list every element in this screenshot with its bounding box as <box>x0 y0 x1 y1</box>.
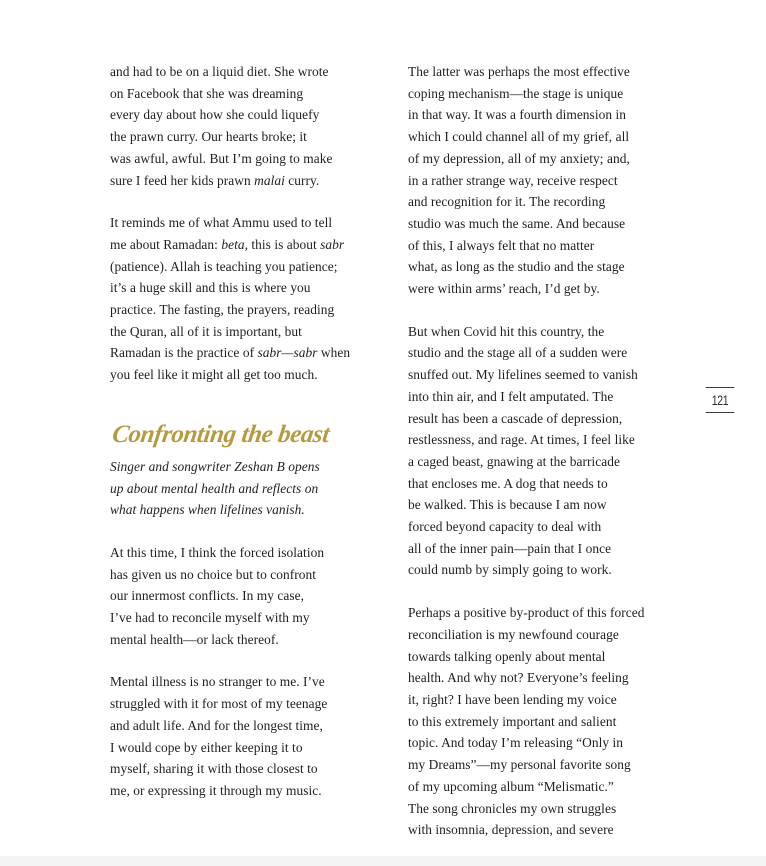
text-line: reconciliation is my newfound courage <box>408 626 619 642</box>
italic-word: beta, <box>221 236 248 252</box>
paragraph-isolation <box>110 542 372 651</box>
text-line: what, as long as the studio and the stage <box>408 259 625 275</box>
text-line: and adult life. And for the longest time, <box>110 717 323 733</box>
text-line: and recognition for it. The recording <box>408 194 606 210</box>
text-line: every day about how she could liquefy <box>110 107 320 123</box>
text-line: myself, sharing it with those closest to <box>110 761 318 777</box>
article-intro <box>110 456 372 521</box>
section-heading: Confronting the beast <box>110 420 332 448</box>
text-line: studio was much the same. And because <box>408 215 626 231</box>
text-line: our innermost conflicts. In my case, <box>110 588 305 604</box>
text-line: to this extremely important and salient <box>408 713 617 729</box>
text-run: me about Ramadan: <box>110 236 222 252</box>
paragraph-liquid-diet <box>110 61 372 191</box>
text-line: Singer and songwriter Zeshan B opens <box>110 458 320 474</box>
text-line: into thin air, and I felt amputated. The <box>408 388 614 404</box>
page-bottom-edge <box>0 856 766 866</box>
text-run: when <box>317 345 351 361</box>
text-line: I’ve had to reconcile myself with my <box>110 610 310 626</box>
paragraph-ramadan <box>110 212 372 386</box>
text-run: curry. <box>284 172 320 188</box>
text-line: could numb by simply going to work. <box>408 562 612 578</box>
text-line: in a rather strange way, receive respect <box>408 172 618 188</box>
right-column <box>408 61 678 862</box>
text-line: The song chronicles my own struggles <box>408 800 617 816</box>
italic-word: malai <box>254 172 285 188</box>
text-line: my Dreams”—my personal favorite song <box>408 757 631 773</box>
text-line: it’s a huge skill and this is where you <box>110 280 311 296</box>
text-line: the Quran, all of it is important, but <box>110 323 302 339</box>
paragraph-courage <box>408 602 678 841</box>
text-line: has given us no choice but to confront <box>110 566 317 582</box>
text-line: Perhaps a positive by-product of this forced <box>408 605 645 621</box>
text-line: the prawn curry. Our hearts broke; it <box>110 129 307 145</box>
paragraph-covid <box>408 321 678 581</box>
text-line: that encloses me. A dog that needs to <box>408 475 608 491</box>
text-line: I would cope by either keeping it to <box>110 739 303 755</box>
text-line: all of the inner pain—pain that I once <box>408 540 612 556</box>
text-line: It reminds me of what Ammu used to tell <box>110 215 333 231</box>
paragraph-mental-illness <box>110 671 372 801</box>
text-line: coping mechanism—the stage is unique <box>408 85 624 101</box>
text-line: studio and the stage all of a sudden were <box>408 345 628 361</box>
text-line: on Facebook that she was dreaming <box>110 85 304 101</box>
left-column <box>110 61 372 823</box>
italic-word: sabr <box>320 236 345 252</box>
text-line: was awful, awful. But I’m going to make <box>110 150 333 166</box>
text-run: this is about <box>248 236 321 252</box>
text-line <box>110 170 372 192</box>
italic-word: sabr—sabr <box>257 345 318 361</box>
text-line: a caged beast, gnawing at the barricade <box>408 453 621 469</box>
text-line: and had to be on a liquid diet. She wrote <box>110 64 329 79</box>
text-line: with insomnia, depression, and severe <box>408 822 614 838</box>
text-line <box>110 342 372 364</box>
text-line: But when Covid hit this country, the <box>408 323 605 339</box>
text-line: towards talking openly about mental <box>408 648 606 664</box>
text-line: practice. The fasting, the prayers, reading <box>110 302 335 318</box>
paragraph-stage <box>408 61 678 300</box>
text-line: of this, I always felt that no matter <box>408 237 595 253</box>
text-line: of my upcoming album “Melismatic.” <box>408 778 614 794</box>
text-line: me, or expressing it through my music. <box>110 782 322 798</box>
text-line: restlessness, and rage. At times, I feel like <box>408 432 635 448</box>
text-line: snuffed out. My lifelines seemed to vanish <box>408 367 638 383</box>
text-line: (patience). Allah is teaching you patience; <box>110 258 338 274</box>
text-line: health. And why not? Everyone’s feeling <box>408 670 629 686</box>
text-line: topic. And today I’m releasing “Only in <box>408 735 624 751</box>
text-line: Mental illness is no stranger to me. I’ve <box>110 674 325 690</box>
text-line: in that way. It was a fourth dimension in <box>408 107 626 123</box>
text-line: At this time, I think the forced isolation <box>110 544 325 560</box>
text-line: struggled with it for most of my teenage <box>110 696 328 712</box>
page-number: 121 <box>706 387 735 413</box>
text-line: mental health—or lack thereof. <box>110 631 279 647</box>
text-line: of my depression, all of my anxiety; and, <box>408 150 630 166</box>
text-line: were within arms’ reach, I’d get by. <box>408 281 600 297</box>
text-run: sure I feed her kids prawn <box>110 172 255 188</box>
text-line: be walked. This is because I am now <box>408 497 607 513</box>
text-line: forced beyond capacity to deal with <box>408 519 602 535</box>
text-line <box>110 234 372 256</box>
text-line: result has been a cascade of depression, <box>408 410 623 426</box>
text-run: Ramadan is the practice of <box>110 345 258 361</box>
text-line: it, right? I have been lending my voice <box>408 691 617 707</box>
text-line: you feel like it might all get too much. <box>110 367 318 383</box>
text-line: which I could channel all of my grief, all <box>408 129 630 145</box>
text-line: up about mental health and reflects on <box>110 480 319 496</box>
text-line: what happens when lifelines vanish. <box>110 502 305 518</box>
text-line: The latter was perhaps the most effective <box>408 64 630 79</box>
